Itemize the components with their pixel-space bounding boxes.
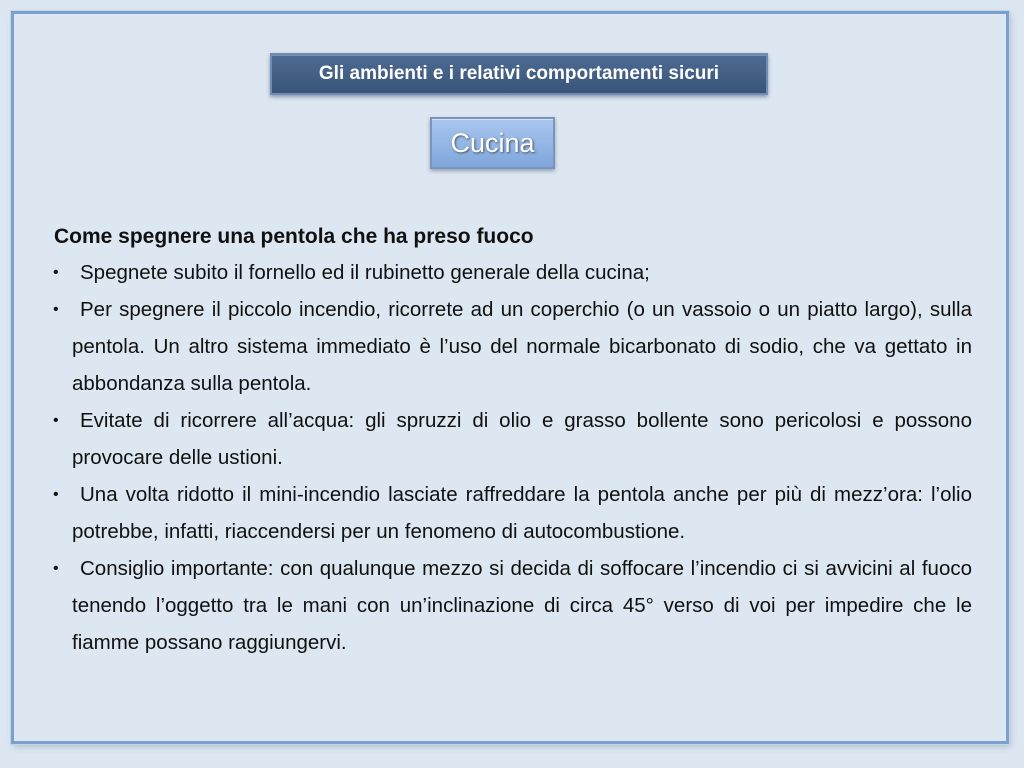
- bullet-item: [52, 476, 972, 550]
- body-heading: Come spegnere una pentola che ha preso fuoco: [54, 225, 534, 248]
- bullet-list: [52, 254, 972, 661]
- bullet-text: Per spegnere il piccolo incendio, ricorrete ad un coperchio (o un vassoio o un piatto largo), sulla pentola. Un altro sistema immediato è l’uso del normale bicarbonato di sodio, che va gettato in abbondanza sulla pentola.: [72, 298, 972, 395]
- bullet-icon: •: [53, 264, 59, 281]
- section-label: Cucina: [450, 127, 535, 158]
- bullet-text: Consiglio importante: con qualunque mezzo si decida di soffocare l’incendio ci si avvicini al fuoco tenendo l’oggetto tra le mani con un’inclinazione di circa 45° verso di voi per impedire che le fiamme possano raggiungervi.: [72, 557, 972, 654]
- bullet-icon: •: [53, 486, 59, 503]
- slide-body: [52, 220, 972, 661]
- section-label-box: [430, 117, 555, 169]
- bullet-item: [52, 550, 972, 661]
- bullet-item: [52, 254, 972, 291]
- bullet-item: [52, 402, 972, 476]
- bullet-item: [52, 291, 972, 402]
- bullet-text: Spegnete subito il fornello ed il rubinetto generale della cucina;: [80, 261, 650, 284]
- slide-title: Gli ambienti e i relativi comportamenti sicuri: [318, 63, 720, 84]
- slide-title-banner: [270, 53, 768, 95]
- bullet-text: Una volta ridotto il mini-incendio lasciate raffreddare la pentola anche per più di mezz’ora: l’olio potrebbe, infatti, riaccendersi per un fenomeno di autocombustione.: [72, 483, 972, 543]
- bullet-icon: •: [53, 301, 59, 318]
- bullet-icon: •: [53, 560, 59, 577]
- bullet-text: Evitate di ricorrere all’acqua: gli spruzzi di olio e grasso bollente sono pericolosi e possono provocare delle ustioni.: [72, 409, 972, 469]
- bullet-icon: •: [53, 412, 59, 429]
